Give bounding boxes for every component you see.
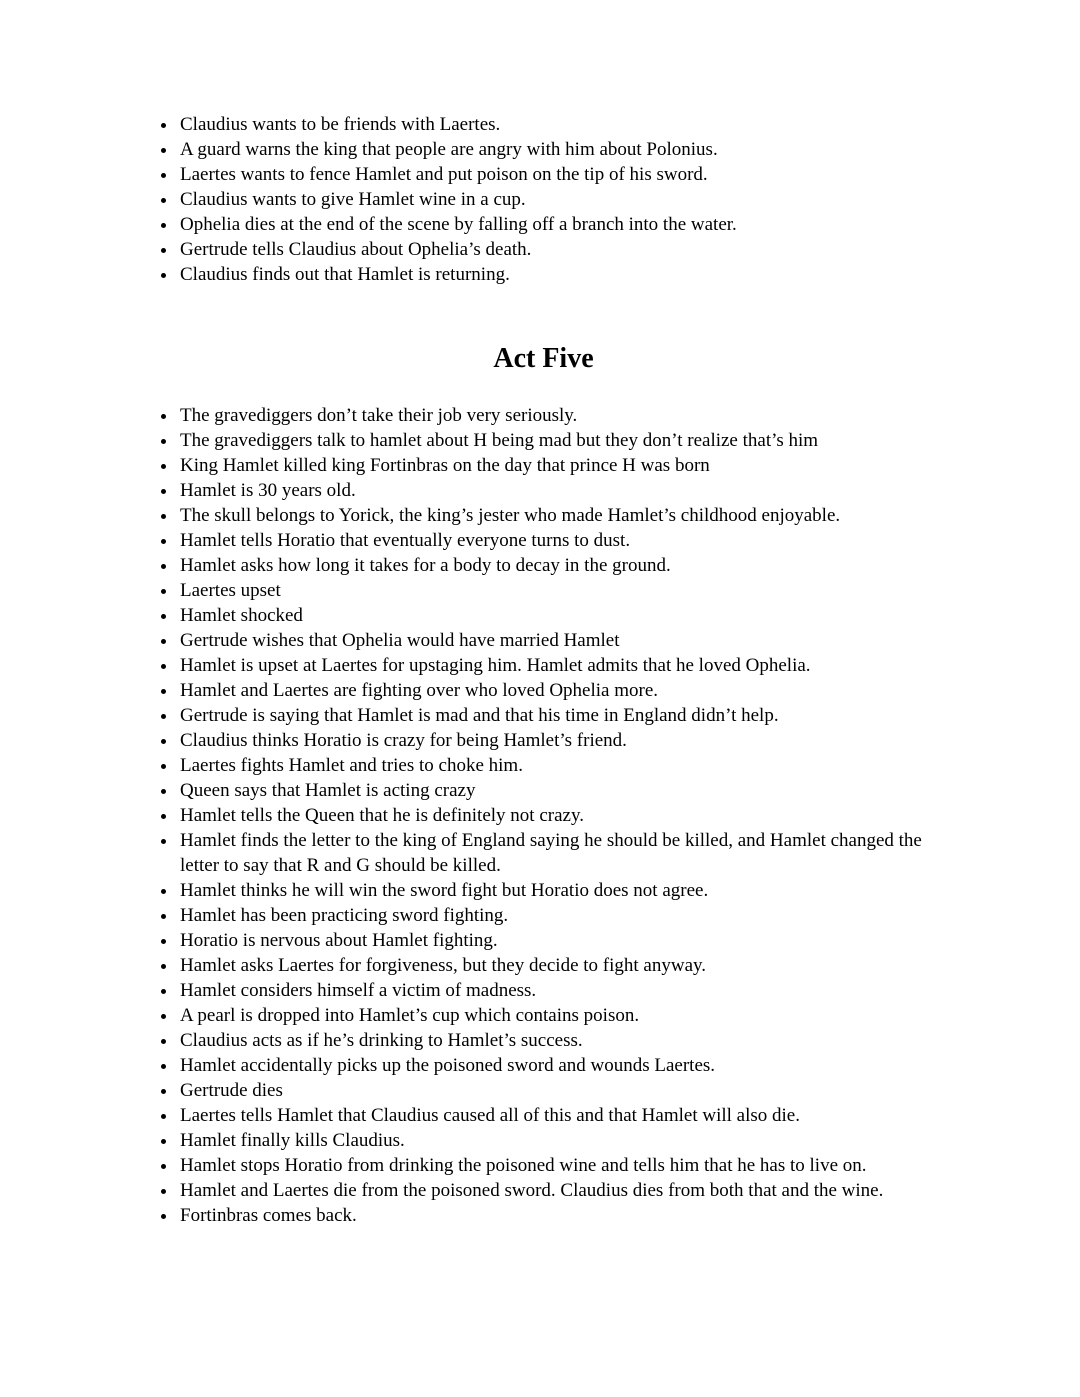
list-item: • Claudius thinks Horatio is crazy for being Hamlet’s friend.	[178, 728, 960, 753]
list-item: • Claudius wants to give Hamlet wine in a cup.	[178, 187, 960, 212]
list-item: • Hamlet asks how long it takes for a body to decay in the ground.	[178, 553, 960, 578]
list-item: • Hamlet tells Horatio that eventually everyone turns to dust.	[178, 528, 960, 553]
list-item: • Fortinbras comes back.	[178, 1203, 960, 1228]
list-item: • Hamlet has been practicing sword fighting.	[178, 903, 960, 928]
list-item: • Hamlet thinks he will win the sword fight but Horatio does not agree.	[178, 878, 960, 903]
list-item: • The gravediggers don’t take their job very seriously.	[178, 403, 960, 428]
list-item: • Hamlet finally kills Claudius.	[178, 1128, 960, 1153]
list-item: • Laertes tells Hamlet that Claudius caused all of this and that Hamlet will also die.	[178, 1103, 960, 1128]
list-item: • Claudius wants to be friends with Laertes.	[178, 112, 960, 137]
list-item: • Hamlet shocked	[178, 603, 960, 628]
list-item: • Hamlet is 30 years old.	[178, 478, 960, 503]
list-item: • Hamlet considers himself a victim of madness.	[178, 978, 960, 1003]
list-item: • A pearl is dropped into Hamlet’s cup which contains poison.	[178, 1003, 960, 1028]
list-item: • Ophelia dies at the end of the scene by falling off a branch into the water.	[178, 212, 960, 237]
list-item: • Horatio is nervous about Hamlet fighting.	[178, 928, 960, 953]
list-item: • Gertrude dies	[178, 1078, 960, 1103]
list-item: • Gertrude is saying that Hamlet is mad and that his time in England didn’t help.	[178, 703, 960, 728]
list-item: • Laertes fights Hamlet and tries to choke him.	[178, 753, 960, 778]
list-item: • Hamlet and Laertes are fighting over who loved Ophelia more.	[178, 678, 960, 703]
list-item: • Laertes wants to fence Hamlet and put poison on the tip of his sword.	[178, 162, 960, 187]
list-item: • A guard warns the king that people are angry with him about Polonius.	[178, 137, 960, 162]
list-item: • Hamlet and Laertes die from the poisoned sword. Claudius dies from both that and the wine.	[178, 1178, 960, 1203]
list-item: • The skull belongs to Yorick, the king’s jester who made Hamlet’s childhood enjoyable.	[178, 503, 960, 528]
list-item: • Hamlet accidentally picks up the poisoned sword and wounds Laertes.	[178, 1053, 960, 1078]
list-item: • Claudius acts as if he’s drinking to Hamlet’s success.	[178, 1028, 960, 1053]
list-item: • Queen says that Hamlet is acting crazy	[178, 778, 960, 803]
list-item: • Gertrude tells Claudius about Ophelia’s death.	[178, 237, 960, 262]
list-item: • King Hamlet killed king Fortinbras on the day that prince H was born	[178, 453, 960, 478]
list-item: • Gertrude wishes that Ophelia would have married Hamlet	[178, 628, 960, 653]
list-item: • Laertes upset	[178, 578, 960, 603]
list-item: • Hamlet tells the Queen that he is definitely not crazy.	[178, 803, 960, 828]
list-item: • Hamlet asks Laertes for forgiveness, but they decide to fight anyway.	[178, 953, 960, 978]
list-item: • Hamlet finds the letter to the king of England saying he should be killed, and Hamlet changed the letter to say that R and G should be killed.	[178, 828, 960, 878]
list-item: • Claudius finds out that Hamlet is returning.	[178, 262, 960, 287]
act-five-bullet-list	[127, 403, 960, 1228]
list-item: • Hamlet stops Horatio from drinking the poisoned wine and tells him that he has to live on.	[178, 1153, 960, 1178]
act-five-heading: Act Five	[493, 343, 594, 374]
list-item: • Hamlet is upset at Laertes for upstaging him. Hamlet admits that he loved Ophelia.	[178, 653, 960, 678]
list-item: • The gravediggers talk to hamlet about H being mad but they don’t realize that’s him	[178, 428, 960, 453]
act-four-bullet-list	[127, 112, 960, 287]
